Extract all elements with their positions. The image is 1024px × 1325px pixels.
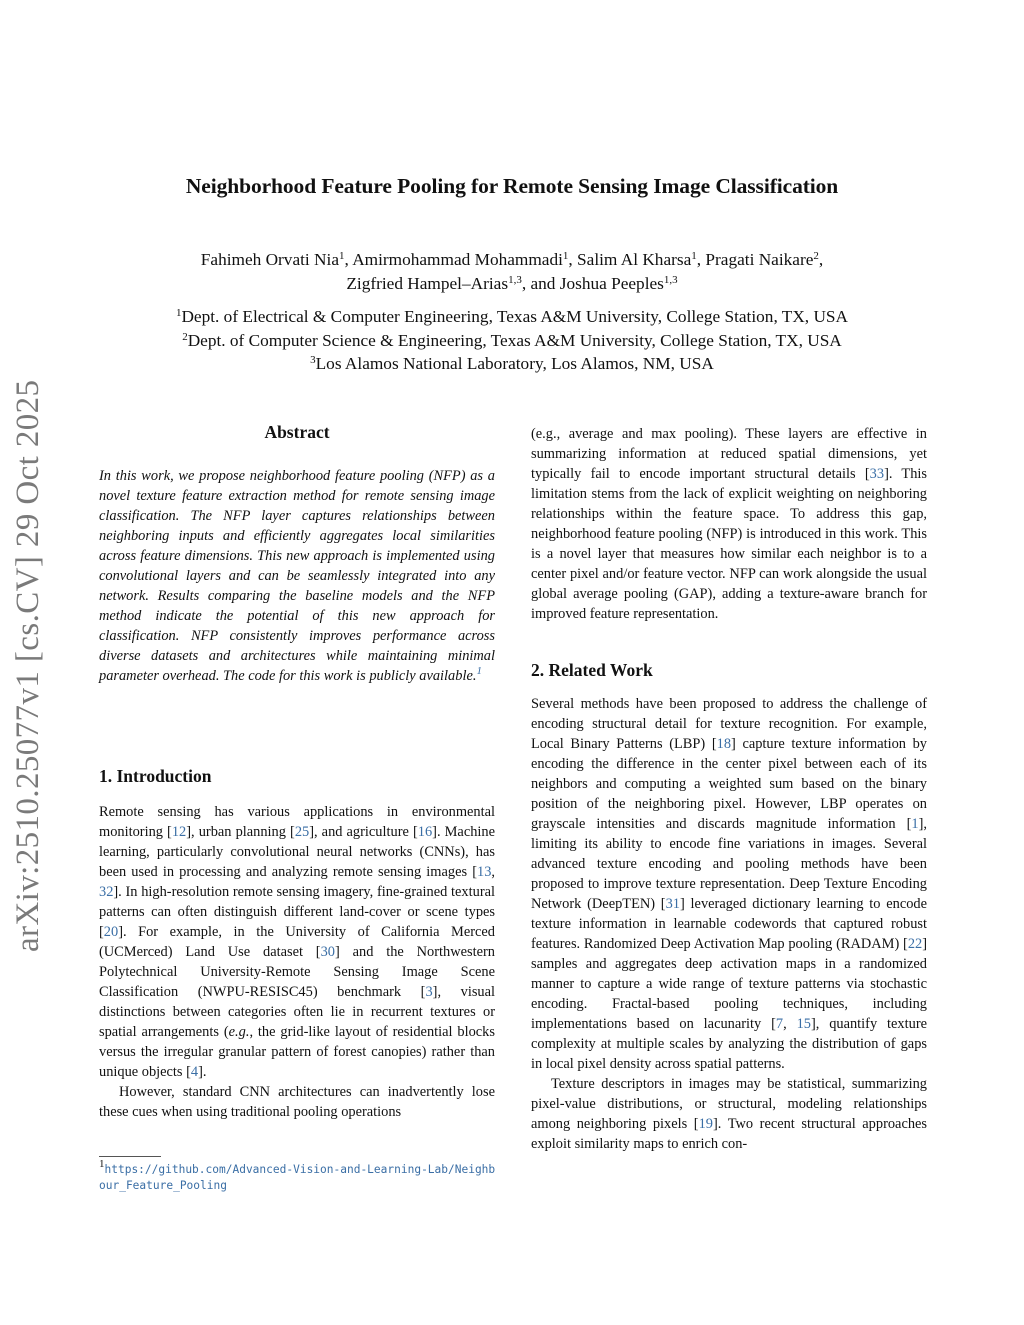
citation-link[interactable]: 4	[190, 1064, 199, 1080]
related-work-body	[531, 694, 927, 1154]
affiliations	[0, 305, 1024, 376]
intro-heading: 1. Introduction	[99, 766, 212, 786]
paragraph: (e.g., average and max pooling). These layers are effective in summarizing information at reduced spatial dimensions, yet typically fail to encode important structural details [33]. This limitation stems from the lack of explicit weighting on neighboring relationships within the feature space. To address this gap, neighborhood feature pooling (NFP) is introduced in this work. This is a novel layer that measures how similar each neighbor is to a center pixel and/or feature vector. NFP can work alongside the usual global average pooling (GAP), adding a texture-aware branch for improved feature representation.	[531, 426, 927, 622]
author: Salim Al Kharsa	[577, 250, 692, 269]
citation-link[interactable]: 25	[294, 824, 310, 840]
citation-link[interactable]: 32	[99, 884, 114, 900]
author: Joshua Peeples	[559, 273, 664, 293]
paragraph: Several methods have been proposed to address the challenge of encoding structural detail for texture recognition. For example, Local Binary Patterns (LBP) [18] capture texture information by encoding the difference in the center pixel between each of its neighbors and computing a weighted sum based on the binary position of the neighboring pixel. However, LBP operates on grayscale intensities and discards magnitude information [1], limiting its ability to encode fine variations in images. Several advanced texture encoding and pooling methods have been proposed to improve texture representation. Deep Texture Encoding Network (DeepTEN) [31] leveraged dictionary learning to encode texture information in learnable codewords that captured robust features. Randomized Deep Activation Map pooling (RADAM) [22] samples and aggregates deep activation maps in a randomized manner to capture a wide range of texture patterns via stochastic encoding. Fractal-based pooling techniques, including implementations based on lacunarity [7, 15], quantify texture complexity at multiple scales by analyzing the distribution of gaps in local pixel density across spatial patterns.	[531, 696, 927, 1072]
affiliation: $^2$Dept. of Computer Science & Engineering, Texas A&M University, College Station, TX, USA	[182, 330, 842, 350]
code-repository-link[interactable]: https://github.com/Advanced-Vision-and-Learning-Lab/Neighbour_Feature_Pooling	[99, 1163, 496, 1192]
citation-link[interactable]: 12	[171, 824, 187, 840]
affiliation: $^3$Los Alamos National Laboratory, Los Alamos, NM, USA	[310, 354, 714, 373]
paragraph: Texture descriptors in images may be statistical, summarizing pixel-value distributions, or structural, modeling relationships among neighboring pixels [19]. Two recent structural approaches exploit similarity maps to enrich con-	[531, 1076, 928, 1152]
arxiv-identifier: arXiv:2510.25077v1 [cs.CV] 29 Oct 2025	[10, 379, 46, 952]
footnote: $^1$https://github.com/Advanced-Vision-and-Learning-Lab/Neighbour_Feature_Pooling	[99, 1158, 496, 1192]
abstract-heading: Abstract	[264, 422, 330, 442]
affiliation: $^1$Dept. of Electrical & Computer Engineering, Texas A&M University, College Station, TX, USA	[175, 307, 849, 326]
citation-link[interactable]: 22	[907, 936, 923, 952]
citation-link[interactable]: 13	[477, 864, 492, 880]
citation-link[interactable]: 1	[911, 816, 919, 832]
citation-link[interactable]: 30	[320, 944, 335, 960]
citation-link[interactable]: 15	[796, 1016, 811, 1032]
intro-body	[99, 802, 495, 1122]
citation-link[interactable]: 3	[425, 984, 433, 1000]
author: Fahimeh Orvati Nia	[200, 250, 339, 269]
citation-link[interactable]: 20	[103, 924, 119, 940]
footnote-rule	[99, 1156, 161, 1157]
footnote-ref[interactable]: 1	[476, 665, 482, 677]
author: Amirmohammad Mohammadi	[352, 250, 563, 269]
intro-continued	[531, 424, 927, 624]
paper-title: Neighborhood Feature Pooling for Remote Sensing Image Classification	[185, 174, 839, 198]
author-list: Fahimeh Orvati Nia$^1$, Amirmohammad Mohammadi$^1$, Salim Al Kharsa$^1$, Pragati Naikare$^2$, Zigfried Hampel–Arias$^{1,3}$, and Joshua Peeples$^{1,3}$	[200, 250, 824, 293]
citation-link[interactable]: 7	[775, 1016, 784, 1032]
author: Pragati Naikare	[705, 250, 814, 269]
related-work-heading: 2. Related Work	[531, 660, 653, 680]
paragraph: However, standard CNN architectures can inadvertently lose these cues when using traditional pooling operations	[99, 1084, 495, 1120]
citation-link[interactable]: 16	[417, 824, 433, 840]
citation-link[interactable]: 18	[716, 736, 732, 752]
citation-link[interactable]: 33	[869, 466, 885, 482]
citation-link[interactable]: 31	[665, 896, 680, 912]
abstract-body: In this work, we propose neighborhood feature pooling (NFP) as a novel texture feature extraction method for remote sensing image classification. The NFP layer captures relationships between neighboring inputs and efficiently aggregates local similarities across feature dimensions. This new approach is implemented using convolutional layers and can be seamlessly integrated into any network. Results comparing the baseline models and the NFP method indicate the potential of this new approach for classification. NFP consistently improves performance across diverse datasets and architectures while maintaining minimal parameter overhead. The code for this work is publicly available.$^1$	[99, 468, 495, 684]
author: Zigfried Hampel–Arias	[346, 273, 509, 293]
paragraph: Remote sensing has various applications in environmental monitoring [12], urban planning [25], and agriculture [16]. Machine learning, particularly convolutional neural networks (CNNs), has been used in processing and analyzing remote sensing images [13, 32]. In high-resolution remote sensing imagery, fine-grained textural patterns can often distinguish different land-cover or scene types [20]. For example, in the University of California Merced (UCMerced) Land Use dataset [30] and the Northwestern Polytechnical University-Remote Sensing Image Scene Classification (NWPU-RESISC45) benchmark [3], visual distinctions between categories often lie in recurrent textures or spatial arrangements (e.g., the grid-like layout of residential blocks versus the irregular granular pattern of forest canopies) rather than unique objects [4].	[99, 804, 495, 1080]
citation-link[interactable]: 19	[698, 1116, 713, 1132]
